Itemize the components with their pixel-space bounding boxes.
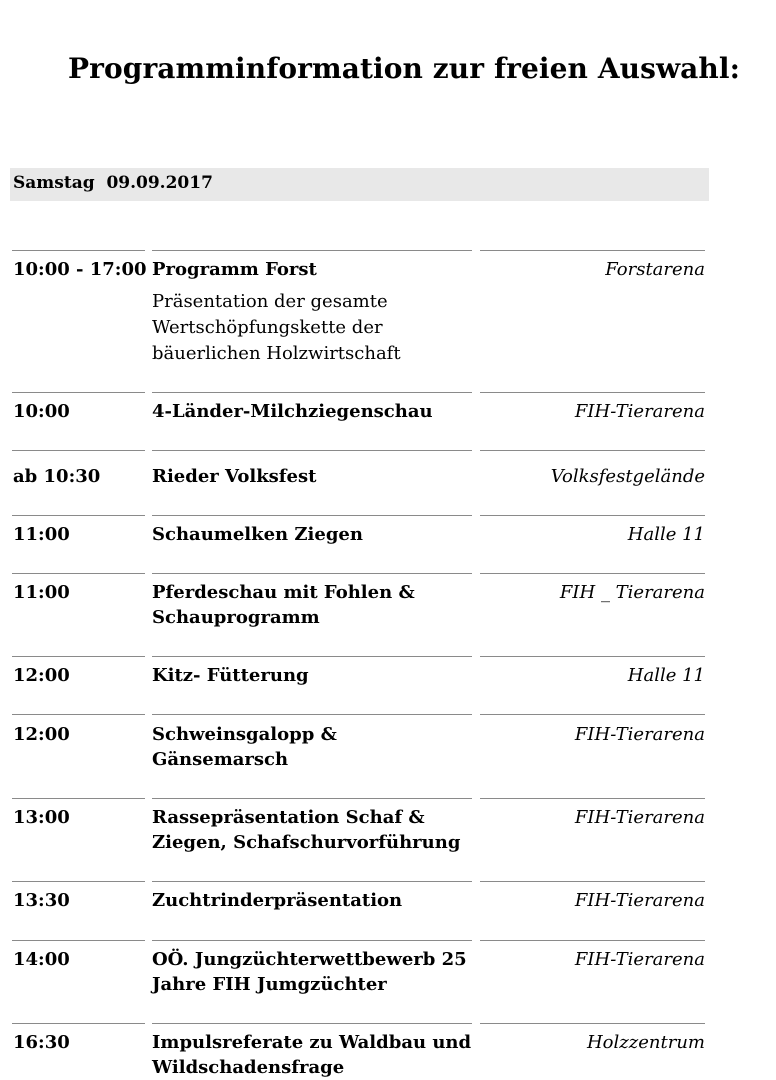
- event-time: 12:00: [13, 724, 70, 745]
- row-divider: [12, 250, 145, 251]
- row-divider: [152, 250, 472, 251]
- row-divider: [12, 714, 145, 715]
- event-location: Volksfestgelände: [550, 466, 705, 487]
- day-label: Samstag 09.09.2017: [13, 173, 213, 193]
- row-divider: [12, 392, 145, 393]
- event-title: Impulsreferate zu Waldbau und Wildschadensfrage: [152, 1032, 472, 1078]
- row-divider: [152, 714, 472, 715]
- event-location: Forstarena: [605, 259, 705, 280]
- event-location: FIH-Tierarena: [574, 949, 705, 970]
- row-divider: [152, 1023, 472, 1024]
- event-time: 13:00: [13, 807, 70, 828]
- row-divider: [480, 881, 705, 882]
- row-divider: [12, 573, 145, 574]
- event-title: Zuchtrinderpräsentation: [152, 890, 403, 911]
- event-time: 10:00 - 17:00: [13, 259, 147, 280]
- row-divider: [12, 515, 145, 516]
- event-location: FIH-Tierarena: [574, 401, 705, 422]
- row-divider: [152, 940, 472, 941]
- row-divider: [480, 515, 705, 516]
- event-location: FIH _ Tierarena: [559, 582, 705, 603]
- event-time: 10:00: [13, 401, 70, 422]
- row-divider: [12, 1023, 145, 1024]
- row-divider: [480, 940, 705, 941]
- event-location: Halle 11: [627, 665, 705, 686]
- page-title: Programminformation zur freien Auswahl:: [68, 52, 741, 85]
- event-time: ab 10:30: [13, 466, 101, 487]
- row-divider: [12, 656, 145, 657]
- event-title: Rieder Volksfest: [152, 466, 317, 487]
- row-divider: [152, 392, 472, 393]
- event-title: Kitz- Fütterung: [152, 665, 309, 686]
- row-divider: [152, 515, 472, 516]
- event-time: 11:00: [13, 582, 70, 603]
- event-title: OÖ. Jungzüchterwettbewerb 25 Jahre FIH Jumgzüchter: [152, 949, 467, 995]
- row-divider: [152, 656, 472, 657]
- row-divider: [480, 798, 705, 799]
- event-location: FIH-Tierarena: [574, 807, 705, 828]
- event-time: 14:00: [13, 949, 70, 970]
- event-title: 4-Länder-Milchziegenschau: [152, 401, 433, 422]
- row-divider: [480, 1023, 705, 1024]
- event-title: Programm Forst: [152, 259, 317, 280]
- row-divider: [152, 573, 472, 574]
- row-divider: [12, 881, 145, 882]
- event-time: 11:00: [13, 524, 70, 545]
- row-divider: [152, 450, 472, 451]
- event-title: Schaumelken Ziegen: [152, 524, 363, 545]
- row-divider: [12, 450, 145, 451]
- event-time: 16:30: [13, 1032, 70, 1053]
- event-location: FIH-Tierarena: [574, 890, 705, 911]
- row-divider: [480, 250, 705, 251]
- event-time: 13:30: [13, 890, 70, 911]
- event-title: Schweinsgalopp & Gänsemarsch: [152, 724, 337, 770]
- event-location: Holzzentrum: [586, 1032, 705, 1053]
- row-divider: [12, 940, 145, 941]
- row-divider: [12, 798, 145, 799]
- row-divider: [480, 714, 705, 715]
- event-title: Rassepräsentation Schaf & Ziegen, Schafschurvorführung: [152, 807, 461, 853]
- event-time: 12:00: [13, 665, 70, 686]
- row-divider: [480, 573, 705, 574]
- event-location: Halle 11: [627, 524, 705, 545]
- event-title: Pferdeschau mit Fohlen & Schauprogramm: [152, 582, 415, 628]
- row-divider: [152, 798, 472, 799]
- event-description: Präsentation der gesamte Wertschöpfungskette der bäuerlichen Holzwirtschaft: [152, 291, 401, 364]
- row-divider: [480, 450, 705, 451]
- row-divider: [152, 881, 472, 882]
- row-divider: [480, 392, 705, 393]
- row-divider: [480, 656, 705, 657]
- event-location: FIH-Tierarena: [574, 724, 705, 745]
